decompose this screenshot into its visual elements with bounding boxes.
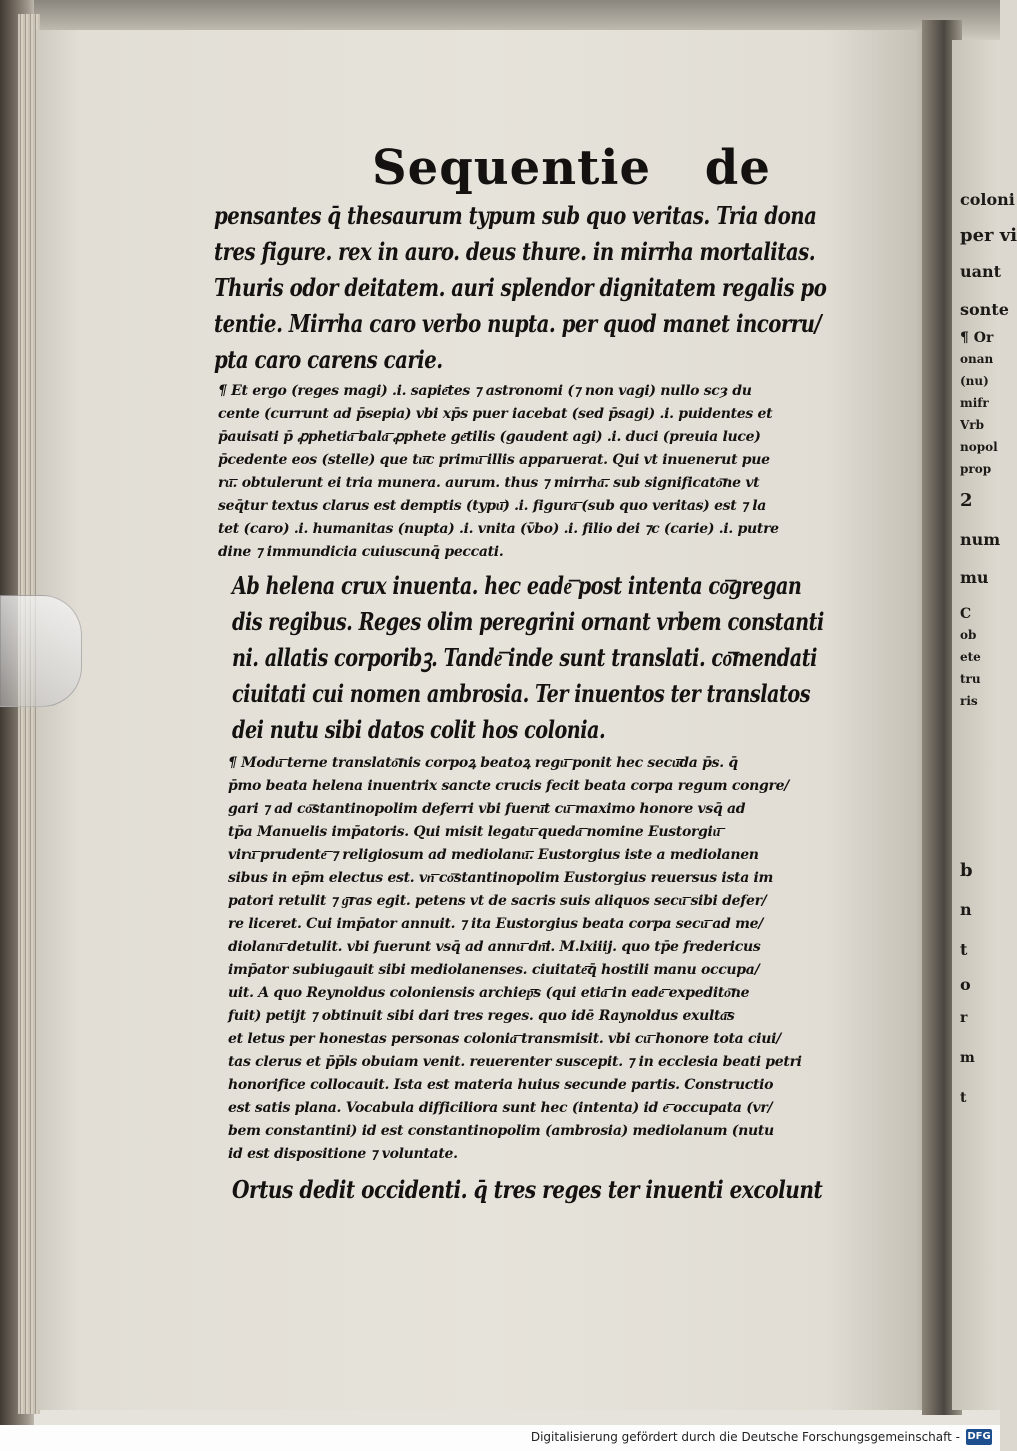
right-page-text-fragment: coloni xyxy=(960,190,1015,209)
right-page-text-fragment: tru xyxy=(960,672,981,686)
dfg-logo-icon: DFG xyxy=(966,1429,992,1445)
sequence-verse-2 xyxy=(232,568,824,748)
verse-line: ciuitati cui nomen ambrosia. Ter inuentos ter translatos xyxy=(232,679,811,708)
commentary-block-2 xyxy=(228,752,802,1166)
gloss-line: p̄cedente eos (stelle) que tu͞c primu͞ illis apparuerat. Qui vt inuenerut pue xyxy=(218,452,770,468)
verse-line: Ab helena crux inuenta. hec eade͞ post intenta co͞gregan xyxy=(232,571,802,600)
gloss-line: p̄mo beata helena inuentrix sancte crucis fecit beata corpa regum congre/ xyxy=(228,778,789,794)
gloss-line: ¶ Et ergo (reges magi) .i. sapie͞tes ⁊ astronomi (⁊ non vagi) nullo scȝ du xyxy=(218,383,752,399)
right-page-text-fragment: num xyxy=(960,530,1001,549)
gloss-line: p̄auisati p̄ ꝓphetia͞ bala͞ ꝓphete ge͞tilis (gaudent agi) .i. duci (preuia luce) xyxy=(218,429,761,445)
verse-line: dei nutu sibi datos colit hos colonia. xyxy=(232,715,606,744)
running-heading: Sequentie de xyxy=(372,140,771,196)
gloss-line: re liceret. Cui imp̄ator annuit. ⁊ ita Eustorgius beata corpa secu͞ ad me/ xyxy=(228,916,764,932)
gloss-line: ¶ Modu͞ terne translato͞nis corpoꝝ beatoꝝ regu͞ ponit hec secu͞da p̄s. q̄ xyxy=(228,755,738,771)
gloss-line: imp̄ator subiugauit sibi mediolanenses. ciuitate͞q̄ hostili manu occupa/ xyxy=(228,962,760,978)
right-page-text-fragment: ¶ Or xyxy=(960,330,994,346)
verse-line: ni. allatis corporibꝫ. Tande͞ inde sunt translati. co͞mendati xyxy=(232,643,817,672)
gloss-line: cente (currunt ad p̄sepia) vbi xp̄s puer iacebat (sed p̄sagi) .i. puidentes et xyxy=(218,406,773,422)
footer-bar xyxy=(0,1425,1000,1451)
right-page-text-fragment: t xyxy=(960,1090,967,1106)
right-page-text-fragment: mifr xyxy=(960,396,989,410)
right-page-text-fragment: b xyxy=(960,860,973,881)
right-page-text-fragment: sonte xyxy=(960,300,1009,319)
verse-line: Ortus dedit occidenti. q̄ tres reges ter inuenti excolunt xyxy=(232,1175,823,1204)
right-page-text-fragment: uant xyxy=(960,262,1002,281)
sequence-verse-1 xyxy=(214,198,826,378)
right-page-text-fragment: t xyxy=(960,940,968,959)
page-clip xyxy=(0,595,82,707)
gloss-line: tet (caro) .i. humanitas (nupta) .i. vnita (v̄bo) .i. filio dei ⁊c (carie) .i. putre xyxy=(218,521,779,537)
right-page-edge xyxy=(952,40,1017,1410)
verse-line: dis regibus. Reges olim peregrini ornant vrbem constanti xyxy=(232,607,824,636)
gloss-line: sibus in ep̄m electus est. vn͞ co͞stantinopolim Eustorgius reuersus ista im xyxy=(228,870,774,886)
gloss-line: tas clerus et p̄p̄ls obuiam venit. reuerenter suscepit. ⁊ in ecclesia beati petri xyxy=(228,1054,802,1070)
gloss-line: ru͞. obtulerunt ei tria munera. aurum. thus ⁊ mirrha͞. sub significato͞ne vt xyxy=(218,475,760,491)
right-page-text-fragment: onan xyxy=(960,352,994,366)
commentary-block-1 xyxy=(218,380,779,564)
gloss-line: id est dispositione ⁊ voluntate. xyxy=(228,1146,458,1162)
gloss-line: dine ⁊ immundicia cuiuscunq̄ peccati. xyxy=(218,544,504,560)
gloss-line: seq̄tur textus clarus est demptis (typu͞) .i. figura͞ (sub quo veritas) est ⁊ la xyxy=(218,498,767,514)
right-page-text-fragment: m xyxy=(960,1050,975,1066)
sequence-verse-3 xyxy=(232,1172,822,1208)
right-page-text-fragment: 2 xyxy=(960,490,973,511)
gloss-line: gari ⁊ ad co͞stantinopolim deferri vbi fueru͞t cu͞ maximo honore vsq̄ ad xyxy=(228,801,746,817)
right-page-text-fragment: ris xyxy=(960,694,978,708)
gloss-line: est satis plana. Vocabula difficiliora sunt hec (intenta) id e͞ occupata (vr/ xyxy=(228,1100,773,1116)
gloss-line: uit. A quo Reynoldus coloniensis archiep͞s (qui etia͞ in eade͞ expedito͞ne xyxy=(228,985,750,1001)
right-page-text-fragment: ete xyxy=(960,650,981,664)
right-page-text-fragment: Vrb xyxy=(960,418,985,432)
gloss-line: viru͞ prudente͞ ⁊ religiosum ad mediolanu͞. Eustorgius iste a mediolanen xyxy=(228,847,759,863)
right-page-text-fragment: r xyxy=(960,1010,968,1026)
funding-credit: Digitalisierung gefördert durch die Deutsche Forschungsgemeinschaft - xyxy=(530,1430,960,1444)
gloss-line: honorifice collocauit. Ista est materia huius secunde partis. Constructio xyxy=(228,1077,774,1093)
right-page-text-fragment: ob xyxy=(960,628,977,642)
verse-line: pensantes q̄ thesaurum typum sub quo veritas. Tria dona xyxy=(214,201,817,230)
gloss-line: tp̄a Manuelis imp̄atoris. Qui misit legatu͞ queda͞ nomine Eustorgiu͞ xyxy=(228,824,721,840)
gloss-line: fuit) petijt ⁊ obtinuit sibi dari tres reges. quo idē Raynoldus exulta͞s xyxy=(228,1008,735,1024)
gloss-line: et letus per honestas personas colonia͞ transmisit. vbi cu͞ honore tota ciui/ xyxy=(228,1031,781,1047)
verse-line: pta caro carens carie. xyxy=(214,345,443,374)
verse-line: Thuris odor deitatem. auri splendor dignitatem regalis po xyxy=(214,273,827,302)
verse-line: tentie. Mirrha caro verbo nupta. per quod manet incorru/ xyxy=(214,309,822,338)
right-page-text-fragment: nopol xyxy=(960,440,998,454)
right-page-text-fragment: C xyxy=(960,606,972,622)
right-page-text-fragment: per vi xyxy=(960,225,1017,246)
gloss-line: bem constantini) id est constantinopolim (ambrosia) mediolanum (nutu xyxy=(228,1123,774,1139)
gloss-line: diolanu͞ detulit. vbi fuerunt vsq̄ ad annu͞ dn͞i. M.lxiiij. quo tp̄e fredericus xyxy=(228,939,761,955)
gloss-line: patori retulit ⁊ g͞ras egit. petens vt de sacris suis aliquos secu͞ sibi defer/ xyxy=(228,893,767,909)
right-page-text-fragment: n xyxy=(960,900,972,919)
right-page-text-fragment: (nu) xyxy=(960,374,989,388)
verse-line: tres figure. rex in auro. deus thure. in mirrha mortalitas. xyxy=(214,237,816,266)
right-page-text-fragment: o xyxy=(960,975,971,994)
right-page-text-fragment: prop xyxy=(960,462,992,476)
right-page-text-fragment: mu xyxy=(960,568,989,587)
